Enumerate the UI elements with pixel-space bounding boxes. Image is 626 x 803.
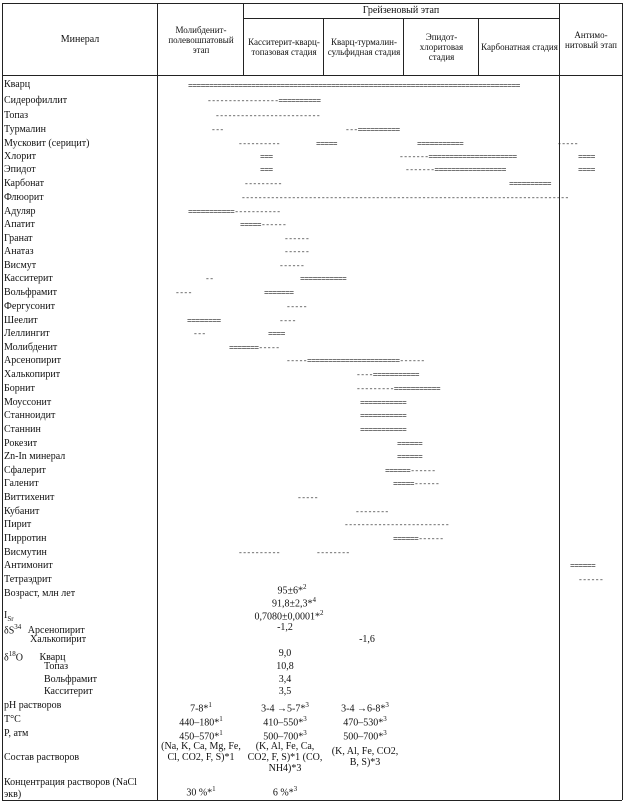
solution-composition-value-3: (K, Al, Fe, CO2, B, S)*3 [331, 746, 399, 768]
range-bar: === [260, 153, 273, 162]
temperature-value-3 [326, 714, 404, 728]
range-bar: -----======================------ [286, 357, 425, 366]
mineral-name: Станнин [4, 424, 41, 435]
mineral-name: Шеелит [4, 315, 38, 326]
range-bar: ---- [175, 289, 192, 298]
range-bar: --- [193, 330, 206, 339]
range-bar: =========== [360, 399, 407, 408]
pressure-value-1-text: 450–570* [179, 731, 220, 743]
header-mineral: Минерал [60, 33, 100, 45]
d18o-element: O [15, 652, 23, 664]
rule-header-bottom [2, 75, 622, 76]
mineral-name: Арсенопирит [4, 355, 61, 366]
isr-label-sub: Sr [7, 615, 14, 623]
wolframite-label: Вольфрамит [44, 674, 98, 685]
col-line-6 [559, 3, 560, 800]
wolframite-value: 3,4 [278, 674, 292, 685]
range-bar: ======= [264, 289, 294, 298]
range-bar: =========== [360, 426, 407, 435]
range-bar: ======------ [393, 535, 444, 544]
mineral-name: Zn-In минерал [4, 451, 66, 462]
range-bar: ------ [284, 248, 310, 257]
range-bar: -------- [316, 549, 350, 558]
header-antimonite-stage: Антимо-нитовый этап [565, 29, 617, 50]
cassiterite-label: Касситерит [44, 686, 93, 697]
ds34-isotope: 34 [14, 623, 22, 631]
range-bar: ---- [279, 317, 296, 326]
concentration-value-2 [246, 784, 324, 798]
arsenopyrite-label: Арсенопирит [27, 625, 85, 637]
d18o-isotope: 18 [8, 650, 16, 658]
isr-value-text: 0,7080±0,0001* [254, 611, 320, 623]
mineral-name: Хлорит [4, 151, 36, 162]
mineral-name: Фергусонит [4, 301, 55, 312]
pressure-value-3-ref: 3 [383, 729, 387, 737]
quartz-label: Кварц [39, 652, 66, 664]
topaz-value: 10,8 [276, 661, 294, 672]
range-bar: ------ [284, 235, 310, 244]
range-bar: ---------- [238, 549, 281, 558]
concentration-value-2-ref: 3 [293, 785, 298, 793]
range-bar: -- [205, 275, 214, 284]
temperature-value-1-text: 440–180* [179, 717, 220, 729]
range-bar: =======----- [229, 344, 280, 353]
col-line-7 [622, 3, 623, 800]
concentration-value-1 [162, 784, 240, 798]
pressure-value-3 [326, 728, 404, 742]
range-bar: --- [211, 126, 224, 135]
mineral-name: Рокезит [4, 438, 38, 449]
range-bar: ------------------------------------------------------------------------------ [241, 194, 569, 203]
ph-value-2-ref: 3 [305, 701, 309, 709]
col-line-1 [157, 3, 158, 800]
ph-value-2-text: 3-4 →5-7* [261, 703, 306, 715]
mineral-name: Сфалерит [4, 465, 46, 476]
temperature-value-3-text: 470–530* [343, 717, 384, 729]
mineral-name: Карбонат [4, 178, 44, 189]
range-bar: ---------=========== [356, 385, 441, 394]
topaz-label: Топаз [44, 661, 69, 672]
mineral-name: Флюорит [4, 192, 44, 203]
range-bar: -------- [355, 508, 389, 517]
range-bar: =========== [360, 412, 407, 421]
mineral-name: Антимонит [4, 560, 53, 571]
age-label: Возраст, млн лет [4, 588, 76, 599]
header-epidote-stage: Эпидот-хлоритовая стадия [419, 32, 464, 62]
header-cassiterite-stage: Касситерит-кварц-топазовая стадия [248, 37, 320, 57]
age-value-2-text: 91,8±2,3* [272, 598, 313, 610]
ph-value-2 [246, 700, 324, 714]
age-value-1-text: 95±6* [277, 585, 303, 597]
mineral-name: Касситерит [4, 273, 53, 284]
range-bar: ----=========== [356, 371, 420, 380]
isr-value [244, 608, 334, 622]
header-greisen-stage: Грейзеновый этап [362, 5, 440, 16]
col-line-0 [2, 3, 3, 800]
d18o-symbol: δ [4, 652, 9, 664]
concentration-value-1-ref: 1 [212, 785, 216, 793]
range-bar: =========== [300, 275, 347, 284]
mineral-name: Виттихенит [4, 492, 55, 503]
range-bar: ----- [297, 494, 319, 503]
temperature-value-2-text: 410–550* [263, 717, 304, 729]
range-bar: === [260, 166, 273, 175]
mineral-name: Анатаз [4, 246, 34, 257]
range-bar: ===== [316, 140, 338, 149]
col-line-3 [323, 18, 324, 75]
range-bar: ======------ [385, 467, 436, 476]
mineral-name: Кварц [4, 79, 31, 90]
mineral-name: Халькопирит [4, 369, 61, 380]
temperature-value-1-ref: 1 [219, 715, 223, 723]
temperature-value-1 [162, 714, 240, 728]
mineral-name: Леллингит [4, 328, 50, 339]
ph-value-3-text: 3-4 →6-8* [341, 703, 386, 715]
range-bar: =========== [417, 140, 464, 149]
mineral-name: Эпидот [4, 164, 36, 175]
range-bar: ===========----------- [188, 208, 281, 217]
range-bar: -------===================== [399, 153, 517, 162]
ph-value-3-ref: 3 [385, 701, 389, 709]
mineral-name: Вольфрамит [4, 287, 58, 298]
mineral-name: Галенит [4, 478, 39, 489]
age-value-2-ref: 4 [312, 596, 316, 604]
mineral-name: Станноидит [4, 410, 56, 421]
mineral-name: Борнит [4, 383, 35, 394]
range-bar: ==== [268, 330, 285, 339]
range-bar: ========== [509, 180, 552, 189]
mineral-name: Мусковит (серицит) [4, 138, 90, 149]
pressure-value-2-text: 500–700* [263, 731, 304, 743]
range-bar: -------================= [405, 166, 506, 175]
pressure-value-3-text: 500–700* [343, 731, 384, 743]
header-quartz-tourmaline-stage: Кварц-турмалин-сульфидная стадия [327, 37, 401, 57]
range-bar: ====== [397, 453, 423, 462]
mineral-name: Кубанит [4, 506, 40, 517]
header-molybdenite-stage: Молибденит-полевошпатовый этап [168, 24, 234, 55]
isr-value-ref: 2 [320, 609, 324, 617]
ph-value-3 [326, 700, 404, 714]
mineral-name: Пирротин [4, 533, 47, 544]
chalcopyrite-value: -1,6 [359, 634, 375, 645]
ph-label: pH растворов [4, 700, 62, 711]
range-bar: ------ [578, 576, 604, 585]
temperature-label: T°C [4, 714, 21, 725]
range-bar: ------ [279, 262, 305, 271]
ds34-symbol: δS [4, 625, 15, 637]
mineral-name: Висмутин [4, 547, 47, 558]
mineral-name: Гранат [4, 233, 33, 244]
solution-composition-value-2: (K, Al, Fe, Ca, CO2, F, S)*1 (CO, NH4)*3 [247, 741, 323, 774]
range-bar: ---========== [345, 126, 400, 135]
quartz-value: 9,0 [278, 648, 292, 659]
range-bar: ====== [397, 440, 423, 449]
isr-label-text: I [4, 610, 8, 621]
range-bar: =============================================================================== [188, 82, 520, 91]
mineral-name: Тетраэдрит [4, 574, 52, 585]
temperature-value-3-ref: 3 [383, 715, 387, 723]
temperature-value-2 [246, 714, 324, 728]
mineral-name: Турмалин [4, 124, 46, 135]
range-bar: ==== [578, 153, 595, 162]
chalcopyrite-label: Халькопирит [30, 634, 87, 645]
cassiterite-value: 3,5 [278, 686, 292, 697]
ph-value-1 [162, 700, 240, 714]
solution-composition-label: Состав растворов [4, 752, 80, 763]
range-bar: =====------ [240, 221, 287, 230]
range-bar: --------- [244, 180, 282, 189]
temperature-value-2-ref: 3 [303, 715, 307, 723]
range-bar: ---------- [238, 140, 281, 149]
mineral-name: Висмут [4, 260, 37, 271]
mineral-name: Пирит [4, 519, 32, 530]
range-bar: ====== [570, 562, 596, 571]
range-bar: ------------------------- [215, 112, 321, 121]
range-bar: ==== [578, 166, 595, 175]
range-bar: ----- [286, 303, 308, 312]
solution-composition-value-1: (Na, K, Ca, Mg, Fe, Cl, CO2, F, S)*1 [161, 741, 241, 763]
mineral-name: Адуляр [4, 206, 36, 217]
pressure-value-1-ref: 1 [219, 729, 223, 737]
mineral-name: Топаз [4, 110, 29, 121]
range-bar: -----------------========== [207, 97, 321, 106]
col-line-4 [403, 18, 404, 75]
pressure-label: P, атм [4, 728, 29, 739]
range-bar: ======== [187, 317, 221, 326]
arsenopyrite-value: -1,2 [277, 622, 293, 633]
range-bar: =====------ [393, 480, 440, 489]
concentration-value-1-text: 30 %* [186, 787, 213, 799]
mineral-name: Молибденит [4, 342, 58, 353]
ph-value-1-ref: 1 [208, 701, 212, 709]
range-bar: ------------------------- [344, 521, 450, 530]
header-carbonate-stage: Карбонатная стадия [481, 42, 558, 52]
mineral-name: Апатит [4, 219, 35, 230]
pressure-value-2-ref: 3 [303, 729, 307, 737]
concentration-value-2-text: 6 %* [272, 787, 294, 799]
mineral-name: Моуссонит [4, 397, 52, 408]
ph-value-1-text: 7-8* [190, 703, 209, 715]
range-bar: ----- [557, 140, 579, 149]
mineral-name: Сидерофиллит [4, 95, 68, 106]
age-value-1-ref: 2 [303, 583, 307, 591]
concentration-label: Концентрация растворов (NaCl экв) [4, 777, 137, 800]
col-line-5 [478, 18, 479, 75]
